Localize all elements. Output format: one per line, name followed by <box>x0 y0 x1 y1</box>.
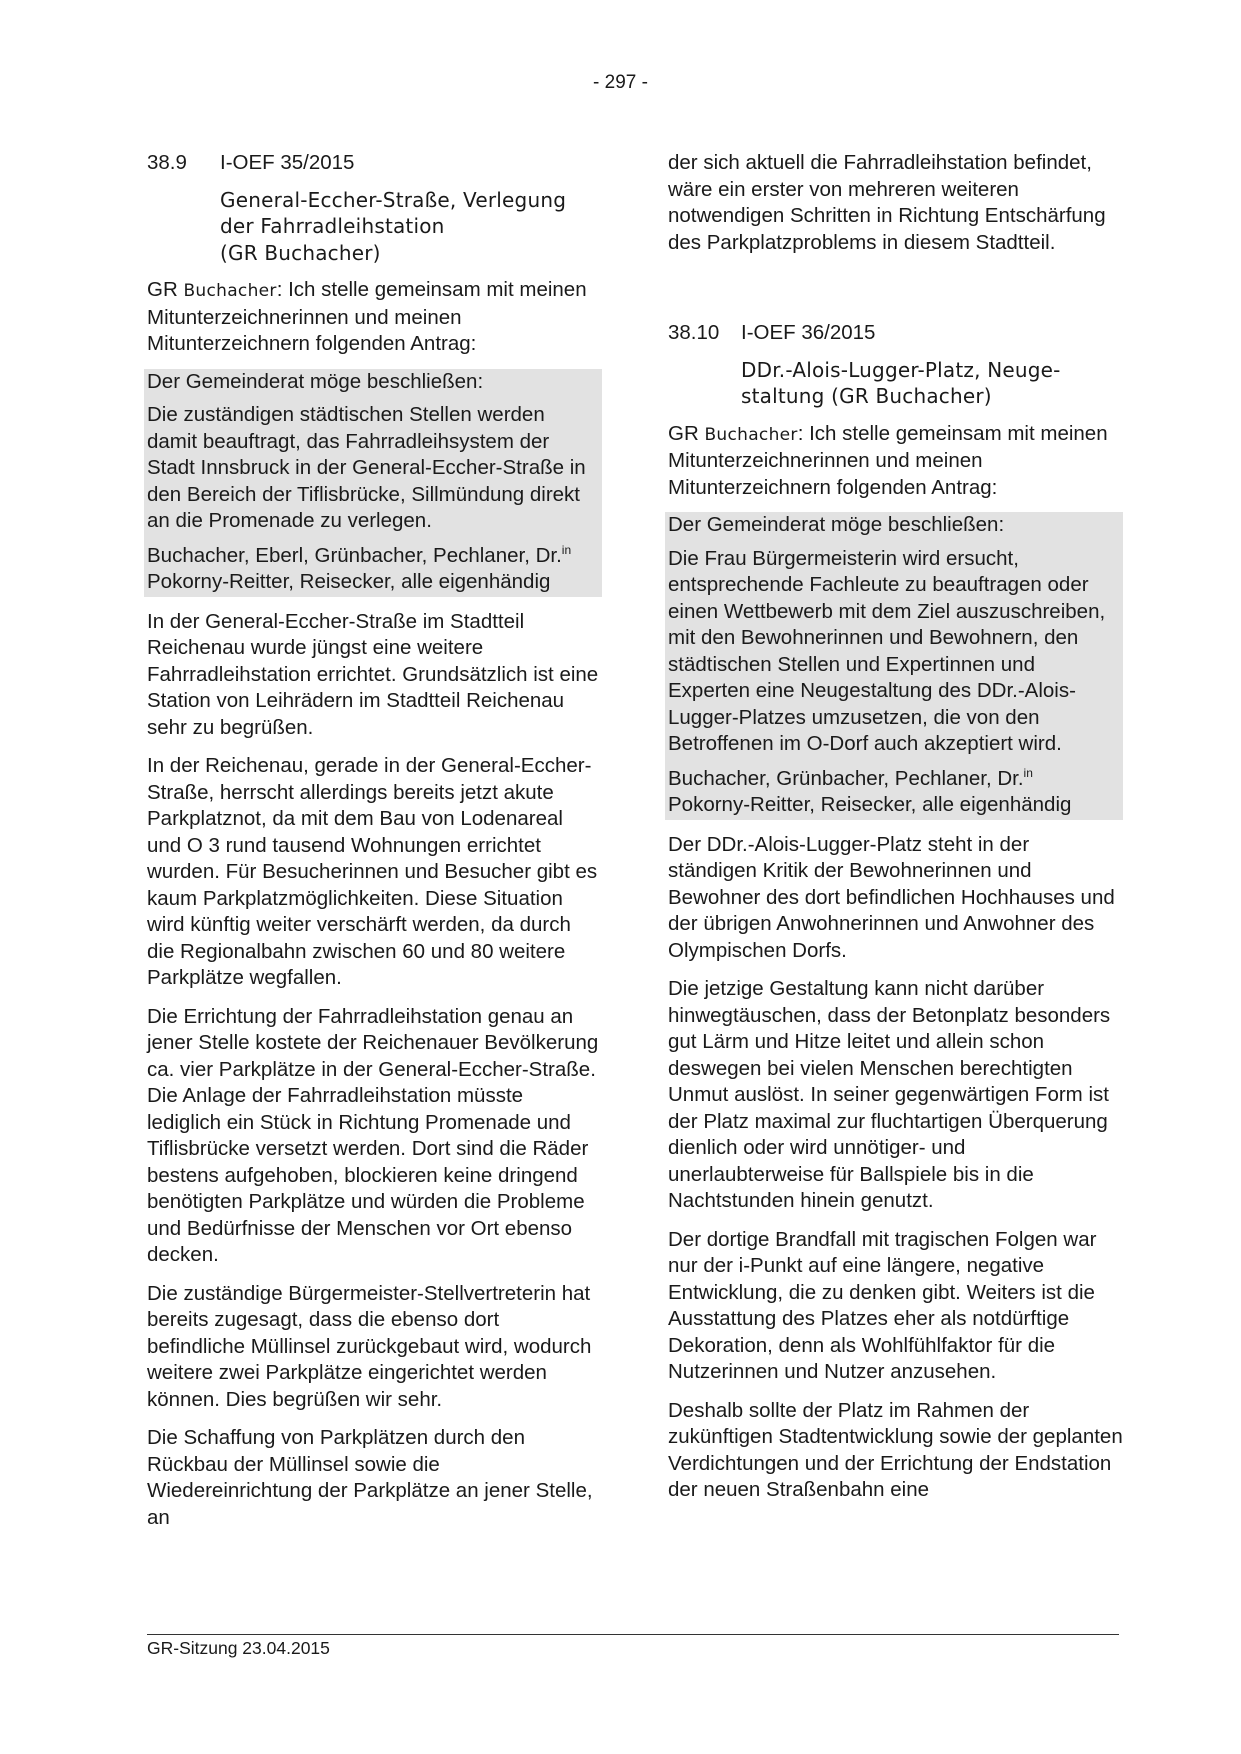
body-paragraph: Die zuständige Bürgermeister-Stellvertreterin hat bereits zugesagt, dass die ebenso dort befindliche Müllinsel zurückgebaut wird, wodurch weitere zwei Parkplätze eingerichtet werden können. Dies begrüßen wir sehr. <box>147 1281 592 1411</box>
left-column <box>147 150 602 1543</box>
speaker-name: Buchacher <box>183 281 277 301</box>
agenda-item-heading <box>668 320 1123 347</box>
subject-line: DDr.-Alois-Lugger-Platz, Neuge- <box>741 357 1061 382</box>
speaker-prefix: GR <box>147 278 184 301</box>
footer-session-date: GR-Sitzung 23.04.2015 <box>147 1638 330 1658</box>
body-paragraph: In der General-Eccher-Straße im Stadtteil Reichenau wurde jüngst eine weitere Fahrradleihstation errichtet. Grundsätzlich ist eine Station von Leihrädern im Stadtteil Reichenau sehr zu begrüßen. <box>147 609 599 739</box>
body-paragraph: Deshalb sollte der Platz im Rahmen der zukünftigen Stadtentwicklung sowie der geplanten Verdichtungen und der Errichtung der Endstation der neuen Straßenbahn eine <box>668 1398 1123 1501</box>
body-paragraph: Die Errichtung der Fahrradleihstation genau an jener Stelle kostete der Reichenauer Bevölkerung ca. vier Parkplätze in der General-Eccher-Straße. Die Anlage der Fahrradleihstation müsste lediglich ein Stück in Richtung Promenade und Tiflisbrücke versetzt werden. Dort sind die Räder bestens aufgehoben, blockieren keine dringend benötigten Parkplätze und würden die Probleme und Bedürfnisse der Menschen vor Ort ebenso decken. <box>147 1004 599 1266</box>
speaker-text: : Ich stelle gemeinsam mit meinen Mitunterzeichnerinnen und meinen Mitunterzeichnern folgenden Antrag: <box>147 278 587 355</box>
subject-line: General-Eccher-Straße, Verlegung <box>220 187 567 212</box>
agenda-item-number: 38.10 <box>668 321 720 344</box>
continuation-paragraph: der sich aktuell die Fahrradleihstation befindet, wäre ein erster von mehreren weiteren notwendigen Schritten in Richtung Entschärfung des Parkplatzproblems in diesem Stadtteil. <box>668 151 1106 254</box>
motion-text: Die zuständigen städtischen Stellen werden damit beauftragt, das Fahrradleihsystem der Stadt Innsbruck in der General-Eccher-Straße in den Bereich der Tiflisbrücke, Sillmündung direkt an die Promenade zu verlegen. <box>147 403 586 532</box>
agenda-item-number: 38.9 <box>147 151 187 174</box>
motion-box <box>144 369 602 597</box>
body-paragraph: In der Reichenau, gerade in der General-Eccher-Straße, herrscht allerdings bereits jetzt akute Parkplatznot, da mit dem Bau von Lodenareal und O 3 rund tausend Wohnungen errichtet wurden. Für Besucherinnen und Besucher gibt es kaum Parkplatzmöglichkeiten. Diese Situation wird künftig weiter verschärft werden, da durch die Regionalbahn zwischen 60 und 80 weitere Parkplätze wegfallen. <box>147 754 598 989</box>
subject-line: staltung (GR Buchacher) <box>741 384 992 408</box>
body-paragraph: Die jetzige Gestaltung kann nicht darüber hinwegtäuschen, dass der Betonplatz besonders gut Lärm und Hitze leitet und allein schon deswegen bei vielen Menschen berechtigten Unmut auslöst. In seiner gegenwärtigen Form ist der Platz maximal zur fluchtartigen Überquerung dienlich oder wird unnötiger- und unerlaubterweise für Ballspiele bis in die Nachtstunden hinein genutzt. <box>668 977 1111 1212</box>
agenda-item-subject <box>147 187 602 267</box>
spacer <box>668 268 1123 320</box>
speaker-prefix: GR <box>668 421 705 445</box>
motion-intro: Der Gemeinderat möge beschließen: <box>147 369 484 393</box>
agenda-item-reference: I-OEF 36/2015 <box>741 321 876 344</box>
signers-after: Pokorny-Reitter, Reisecker, alle eigenhändig <box>668 793 1072 816</box>
right-column <box>668 150 1123 1516</box>
motion-signers <box>668 766 1120 819</box>
subject-line: (GR Buchacher) <box>220 240 381 265</box>
body-paragraph: Die Schaffung von Parkplätzen durch den Rückbau der Müllinsel sowie die Wiedereinrichtung der Parkplätze an jener Stelle, an <box>147 1426 593 1529</box>
agenda-item-reference: I-OEF 35/2015 <box>220 151 355 174</box>
agenda-item-heading <box>147 150 602 177</box>
body-paragraph: Der dortige Brandfall mit tragischen Folgen war nur der i-Punkt auf eine längere, negative Entwicklung, die zu denken gibt. Weiters ist die Ausstattung des Platzes eher als notdürftige Dekoration, denn als Wohlfühlfaktor für die Nutzerinnen und Nutzer anzusehen. <box>668 1227 1097 1383</box>
speaker-text: : Ich stelle gemeinsam mit meinen Mitunterzeichnerinnen und meinen Mitunterzeichnern folgenden Antrag: <box>668 421 1108 499</box>
signers-before: Buchacher, Eberl, Grünbacher, Pechlaner, Dr. <box>147 543 562 567</box>
motion-intro: Der Gemeinderat möge beschließen: <box>668 513 1005 536</box>
speaker-statement <box>668 421 1123 502</box>
motion-box <box>665 512 1123 820</box>
speaker-name: Buchacher <box>704 424 798 445</box>
agenda-item-subject <box>668 357 1123 410</box>
page-number: - 297 - <box>593 72 648 93</box>
signers-after: Pokorny-Reitter, Reisecker, alle eigenhändig <box>147 570 551 593</box>
signers-superscript: in <box>1023 765 1033 780</box>
signers-superscript: in <box>561 542 572 557</box>
motion-text: Die Frau Bürgermeisterin wird ersucht, entsprechende Fachleute zu beauftragen oder einen Wettbewerb mit dem Ziel auszuschreiben, mit den Bewohnerinnen und Bewohnern, den städtischen Stellen und Expertinnen und Experten eine Neugestaltung des DDr.-Alois-Lugger-Platzes umzusetzen, die von den Betroffenen im O-Dorf auch akzeptiert wird. <box>668 546 1106 755</box>
speaker-statement <box>147 277 602 358</box>
motion-signers <box>147 543 599 596</box>
signers-before: Buchacher, Grünbacher, Pechlaner, Dr. <box>668 766 1024 790</box>
subject-line: der Fahrradleihstation <box>220 214 445 238</box>
footer-divider <box>147 1634 1119 1635</box>
body-paragraph: Der DDr.-Alois-Lugger-Platz steht in der ständigen Kritik der Bewohnerinnen und Bewohner des dort befindlichen Hochhauses und der übrigen Anwohnerinnen und Anwohner des Olympischen Dorfs. <box>668 832 1115 962</box>
